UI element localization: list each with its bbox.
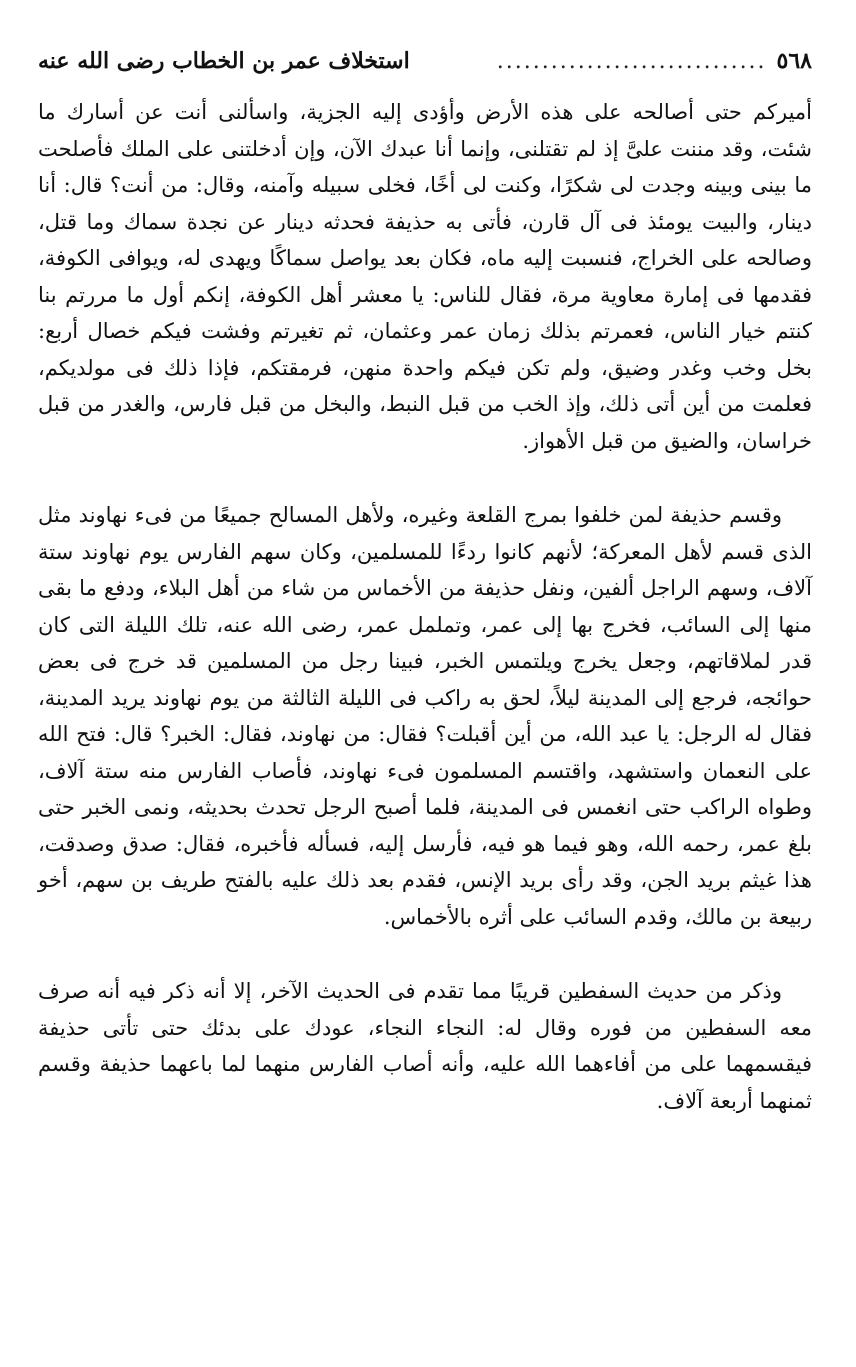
paragraph-1: أميركم حتى أصالحه على هذه الأرض وأؤدى إليه الجزية، واسألنى أنت عن أسارك ما شئت، وقد مننت علىَّ إذ لم تقتلنى، وإنما أنا عبدك الآن، وإن أدخلتنى على الملك فأصلحت ما بينى وبينه وجدت لى شكرًا، وكنت لى أخًا، فخلى سبيله وآمنه، وقال: من أنت؟ قال: أنا دينار، والبيت يومئذ فى آل قارن، فأتى به حذيفة فحدثه دينار عن نجدة سماك وما قتل، وصالحه على الخراج، فنسبت إليه ماه، فكان بعد يواصل سماكًا ويهدى له، ويوافى الكوفة، فقدمها فى إمارة معاوية مرة، فقال للناس: يا معشر أهل الكوفة، إنكم أول ما مررتم بنا كنتم خيار الناس، فعمرتم بذلك زمان عمر وعثمان، ثم تغيرتم وفشت فيكم خصال أربع: بخل وخب وغدر وضيق، ولم تكن فيكم واحدة منهن، فرمقتكم، فإذا ذلك فى مولديكم، فعلمت من أين أتى ذلك، وإذ الخب من قبل النبط، والبخل من قبل فارس، والغدر من قبل خراسان، والضيق من قبل الأهواز. [38,100,812,453]
paragraph-3: وذكر من حديث السفطين قريبًا مما تقدم فى الحديث الآخر، إلا أنه ذكر فيه أنه صرف معه السفطين من فوره وقال له: النجاء النجاء، عودك على بدئك حتى تأتى حذيفة فيقسمهما على من أفاءهما الله عليه، وأنه أصاب الفارس منهما لما باعهما حذيفة وقسم ثمنهما أربعة آلاف. [38,979,812,1113]
paragraph-2: وقسم حذيفة لمن خلفوا بمرج القلعة وغيره، ولأهل المسالح جميعًا من فىء نهاوند مثل الذى قسم لأهل المعركة؛ لأنهم كانوا ردءًا للمسلمين، وكان سهم الفارس يوم نهاوند ستة آلاف، وسهم الراجل ألفين، ونفل حذيفة من الأخماس من شاء من أهل البلاء، ودفع ما بقى منها إلى السائب، فخرج بها إلى عمر، وتململ عمر، رضى الله عنه، تلك الليلة التى كان قدر لملاقاتهم، وجعل يخرج ويلتمس الخبر، فبينا رجل من المسلمين قد خرج فى بعض حوائجه، فرجع إلى المدينة ليلاً، لحق به راكب فى الليلة الثالثة من يوم نهاوند يريد المدينة، فقال له الرجل: يا عبد الله، من أين أقبلت؟ فقال: من نهاوند، فقال: الخبر؟ قال: فتح الله على النعمان واستشهد، واقتسم المسلمون فىء نهاوند، فأصاب الفارس منه ستة آلاف، وطواه الراكب حتى انغمس فى المدينة، فلما أصبح الرجل تحدث بحديثه، ونمى الخبر حتى بلغ عمر، رحمه الله، وهو فيما هو فيه، فأرسل إليه، فسأله فأخبره، فقال: صدق وصدقت، هذا غيثم بريد الجن، وقد رأى بريد الإنس، فقدم بعد ذلك عليه بالفتح طريف بن سهم، أخو ربيعة بن مالك، وقدم السائب على أثره بالأخماس. [38,503,812,929]
running-title: استخلاف عمر بن الخطاب رضى الله عنه [38,48,410,74]
page-header [38,48,812,90]
page-number: ٥٦٨ [776,48,812,74]
book-page [38,48,812,1119]
leader-dots: .............................. [496,49,767,74]
